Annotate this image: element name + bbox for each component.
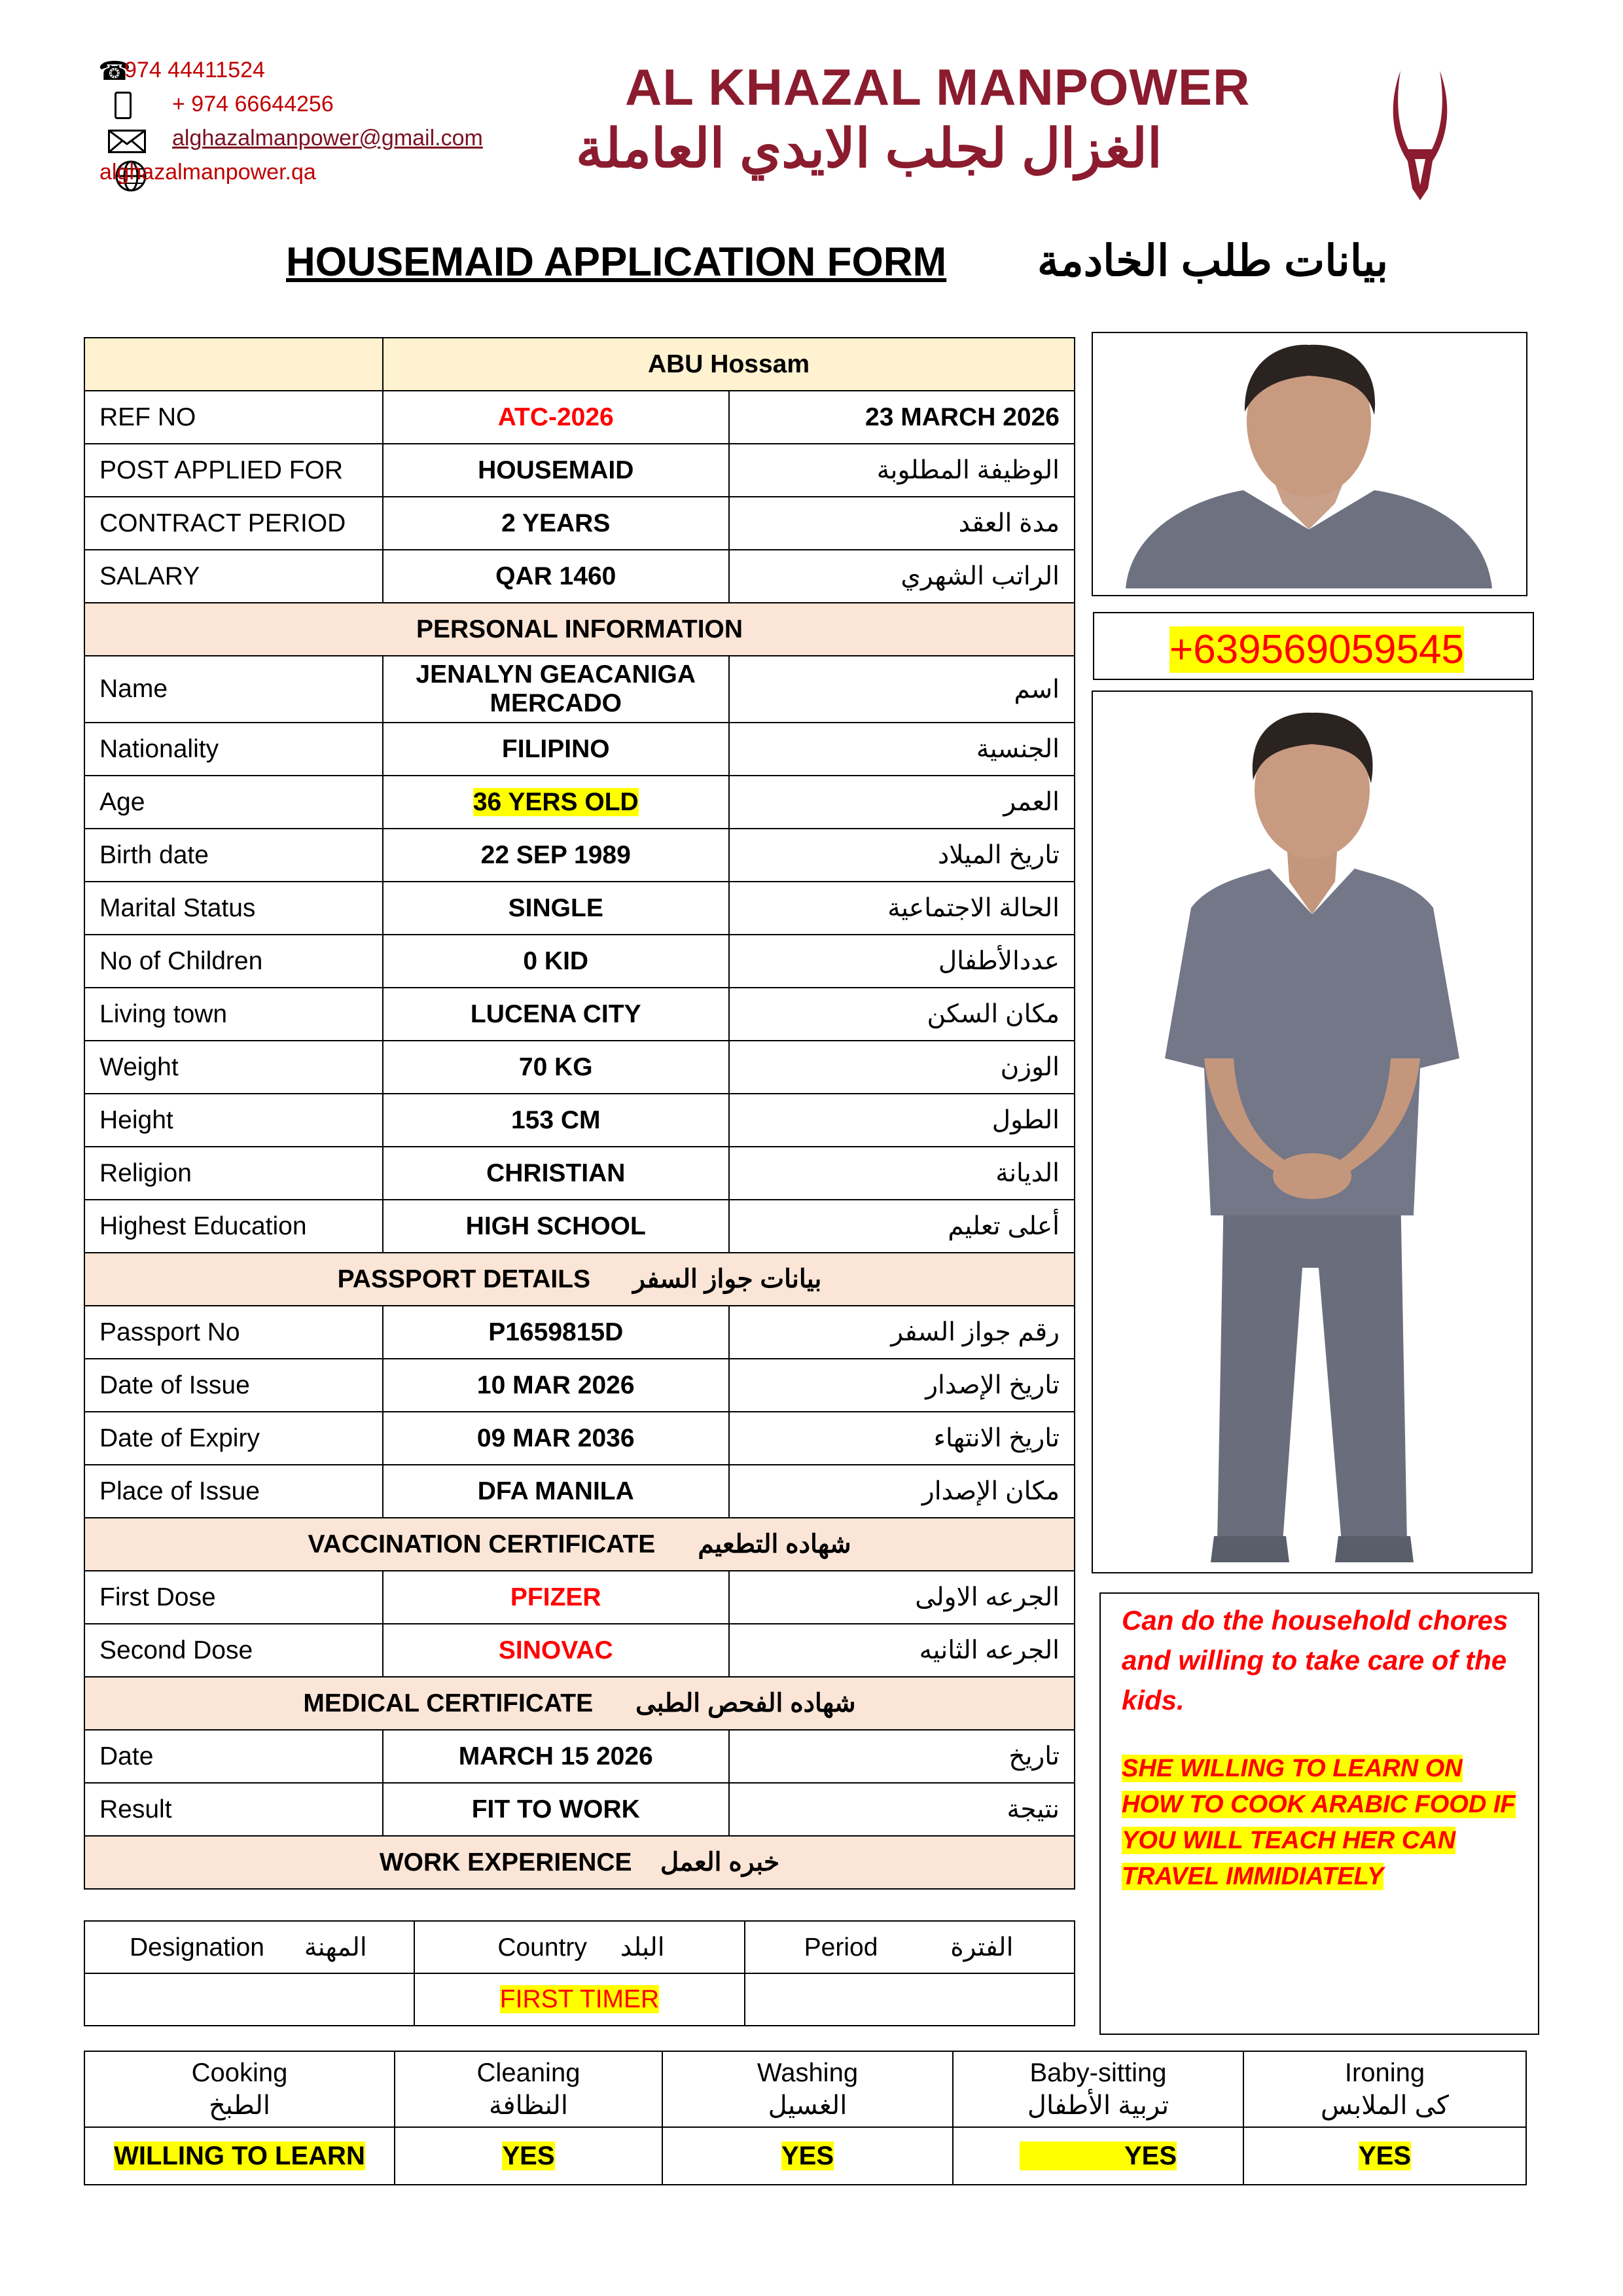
field-label-ar: مكان السكن: [729, 988, 1075, 1041]
work-row: [84, 1973, 1075, 2026]
employer-name: ABU Hossam: [383, 338, 1075, 391]
work-country: FIRST TIMER: [499, 1985, 660, 2013]
field-label: CONTRACT PERIOD: [84, 497, 383, 550]
ref-row: [84, 391, 1075, 444]
field-value: 09 MAR 2036: [383, 1412, 729, 1465]
field-value: HOUSEMAID: [383, 444, 729, 497]
skills-value-row: [84, 2127, 1526, 2185]
table-row: [84, 1147, 1075, 1200]
table-row: [84, 1465, 1075, 1518]
field-label: Religion: [84, 1147, 383, 1200]
field-value: 10 MAR 2026: [383, 1359, 729, 1412]
table-row: [84, 1412, 1075, 1465]
field-label: Weight: [84, 1041, 383, 1094]
field-value: FIT TO WORK: [383, 1783, 729, 1836]
table-row: [84, 723, 1075, 776]
work-period: [745, 1973, 1075, 2026]
table-row: [84, 776, 1075, 829]
applicant-headshot-photo: [1092, 332, 1527, 596]
field-label: Result: [84, 1783, 383, 1836]
website-link[interactable]: alghazalmanpower.qa: [99, 160, 316, 185]
brand-name-en: AL KHAZAL MANPOWER: [625, 58, 1251, 116]
work-header-ar: المهنة: [304, 1933, 367, 1962]
skill-name-ar: كى الملابس: [1321, 2091, 1449, 2120]
section-title: VACCINATION CERTIFICATE: [308, 1530, 656, 1558]
field-label-ar: اسم: [729, 656, 1075, 723]
field-label: Nationality: [84, 723, 383, 776]
table-row: [84, 935, 1075, 988]
table-row: [84, 988, 1075, 1041]
skill-name-ar: النظافة: [489, 2091, 568, 2120]
field-label: REF NO: [84, 391, 383, 444]
skill-value: YES: [781, 2141, 834, 2170]
work-header: Period: [804, 1933, 878, 1962]
section-title-ar: شهاده التطعيم: [698, 1530, 851, 1558]
telephone-icon: ☎: [98, 57, 131, 86]
field-value: 36 YERS OLD: [473, 787, 639, 816]
skill-name: Cooking: [191, 2058, 288, 2087]
field-label-ar: تاريخ: [729, 1730, 1075, 1783]
work-header: Country: [497, 1933, 587, 1962]
field-label-ar: الجرعه الثانيه: [729, 1624, 1075, 1677]
field-label-ar: الوزن: [729, 1041, 1075, 1094]
work-header: Designation: [130, 1933, 264, 1962]
field-label-ar: الجنسية: [729, 723, 1075, 776]
field-value: SINOVAC: [383, 1624, 729, 1677]
section-title-ar: شهاده الفحص الطبى: [635, 1689, 856, 1717]
field-value: MARCH 15 2026: [383, 1730, 729, 1783]
field-label: Place of Issue: [84, 1465, 383, 1518]
field-label: SALARY: [84, 550, 383, 603]
field-label-ar: الحالة الاجتماعية: [729, 882, 1075, 935]
gazelle-logo-icon: [1381, 71, 1459, 202]
table-row: [84, 882, 1075, 935]
skill-value: YES: [502, 2141, 555, 2170]
skill-name: Ironing: [1344, 2058, 1425, 2087]
field-value: LUCENA CITY: [383, 988, 729, 1041]
field-label: Passport No: [84, 1306, 383, 1359]
table-row: [84, 1094, 1075, 1147]
field-label: Name: [84, 656, 383, 723]
skill-value: YES: [1020, 2142, 1177, 2170]
field-value: 2 YEARS: [383, 497, 729, 550]
field-label: No of Children: [84, 935, 383, 988]
ref-date: 23 MARCH 2026: [729, 391, 1075, 444]
field-label: Date: [84, 1730, 383, 1783]
applicant-full-body-photo: [1092, 691, 1533, 1573]
table-row: [84, 1359, 1075, 1412]
field-label-ar: مكان الإصدار: [729, 1465, 1075, 1518]
field-label-ar: الديانة: [729, 1147, 1075, 1200]
remarks-box: [1099, 1592, 1539, 2035]
work-header-ar: الفترة: [950, 1933, 1014, 1962]
field-label-ar: العمر: [729, 776, 1075, 829]
remarks-note: Can do the household chores and willing to take care of the kids.: [1122, 1605, 1508, 1715]
field-label: Highest Education: [84, 1200, 383, 1253]
section-header-work: [84, 1836, 1075, 1889]
table-row: [84, 1783, 1075, 1836]
field-label: Second Dose: [84, 1624, 383, 1677]
field-label-ar: عددالأطفال: [729, 935, 1075, 988]
phone-2: + 974 66644256: [172, 92, 334, 117]
field-value: PFIZER: [383, 1571, 729, 1624]
form-title: HOUSEMAID APPLICATION FORM: [286, 240, 947, 285]
field-label: Date of Issue: [84, 1359, 383, 1412]
skill-name: Baby-sitting: [1029, 2058, 1167, 2087]
field-label: First Dose: [84, 1571, 383, 1624]
work-header-ar: البلد: [620, 1933, 665, 1962]
table-row: [84, 444, 1075, 497]
field-value: 0 KID: [383, 935, 729, 988]
table-row: [84, 1041, 1075, 1094]
field-value: 153 CM: [383, 1094, 729, 1147]
field-label-ar: الجرعه الاولى: [729, 1571, 1075, 1624]
section-header-medical: [84, 1677, 1075, 1730]
table-row: [84, 656, 1075, 723]
work-header-row: [84, 1921, 1075, 1973]
field-label-ar: تاريخ الإصدار: [729, 1359, 1075, 1412]
table-row: [84, 1571, 1075, 1624]
field-label: Height: [84, 1094, 383, 1147]
field-label: Living town: [84, 988, 383, 1041]
field-value: 70 KG: [383, 1041, 729, 1094]
section-title: WORK EXPERIENCE: [379, 1848, 632, 1876]
field-label-ar: الطول: [729, 1094, 1075, 1147]
section-header-passport: [84, 1253, 1075, 1306]
skill-value: YES: [1358, 2141, 1412, 2170]
field-value: FILIPINO: [383, 723, 729, 776]
section-header-vaccination: [84, 1518, 1075, 1571]
table-row: [84, 497, 1075, 550]
applicant-phone-box: [1093, 612, 1534, 680]
field-value: QAR 1460: [383, 550, 729, 603]
field-label: Birth date: [84, 829, 383, 882]
work-designation: [84, 1973, 414, 2026]
field-label-ar: تاريخ الميلاد: [729, 829, 1075, 882]
skill-name-ar: الغسيل: [768, 2091, 847, 2120]
field-label-ar: الراتب الشهري: [729, 550, 1075, 603]
section-title: MEDICAL CERTIFICATE: [303, 1689, 594, 1717]
skill-name-ar: تربية الأطفال: [1027, 2091, 1169, 2120]
section-header-personal: PERSONAL INFORMATION: [84, 603, 1075, 656]
skill-value: WILLING TO LEARN: [114, 2141, 365, 2170]
table-row: [84, 1306, 1075, 1359]
work-experience-table: [84, 1920, 1075, 2026]
skill-name: Washing: [757, 2058, 859, 2087]
field-label-ar: أعلى تعليم: [729, 1200, 1075, 1253]
field-label-ar: نتيجة: [729, 1783, 1075, 1836]
field-value: SINGLE: [383, 882, 729, 935]
brand-name-ar: الغزال لجلب الايدي العاملة: [576, 119, 1162, 179]
field-value: P1659815D: [383, 1306, 729, 1359]
field-label-ar: الوظيفة المطلوبة: [729, 444, 1075, 497]
field-value: JENALYN GEACANIGA MERCADO: [383, 656, 729, 723]
ref-number: ATC-2026: [383, 391, 729, 444]
table-row: [84, 1624, 1075, 1677]
field-value: 22 SEP 1989: [383, 829, 729, 882]
mobile-phone-icon: [115, 92, 132, 119]
section-title-ar: خبره العمل: [660, 1848, 780, 1876]
skills-header-row: [84, 2051, 1526, 2127]
employer-row: [84, 338, 1075, 391]
skills-table: [84, 2051, 1527, 2185]
field-value: DFA MANILA: [383, 1465, 729, 1518]
skill-name: Cleaning: [476, 2058, 580, 2087]
table-row: [84, 550, 1075, 603]
table-row: [84, 1730, 1075, 1783]
applicant-phone: +639569059545: [1169, 627, 1464, 672]
phone-1: 974 44411524: [124, 58, 265, 82]
field-label-ar: تاريخ الانتهاء: [729, 1412, 1075, 1465]
application-table: [84, 337, 1075, 1890]
remarks-highlight-note: SHE WILLING TO LEARN ON HOW TO COOK ARABIC FOOD IF YOU WILL TEACH HER CAN TRAVEL IMMIDIATELY: [1122, 1755, 1516, 1890]
section-title: PASSPORT DETAILS: [337, 1265, 591, 1293]
form-title-ar: بيانات طلب الخادمة: [1037, 236, 1389, 285]
field-value: HIGH SCHOOL: [383, 1200, 729, 1253]
field-label-ar: مدة العقد: [729, 497, 1075, 550]
table-row: [84, 1200, 1075, 1253]
field-label-ar: رقم جواز السفر: [729, 1306, 1075, 1359]
table-row: [84, 829, 1075, 882]
field-value: CHRISTIAN: [383, 1147, 729, 1200]
section-title-ar: بيانات جواز السفر: [633, 1265, 822, 1293]
field-label: POST APPLIED FOR: [84, 444, 383, 497]
field-label: Date of Expiry: [84, 1412, 383, 1465]
envelope-icon: [108, 130, 146, 153]
email-link[interactable]: alghazalmanpower@gmail.com: [172, 126, 483, 151]
field-label: Marital Status: [84, 882, 383, 935]
field-label: Age: [84, 776, 383, 829]
skill-name-ar: الطبخ: [208, 2091, 270, 2120]
